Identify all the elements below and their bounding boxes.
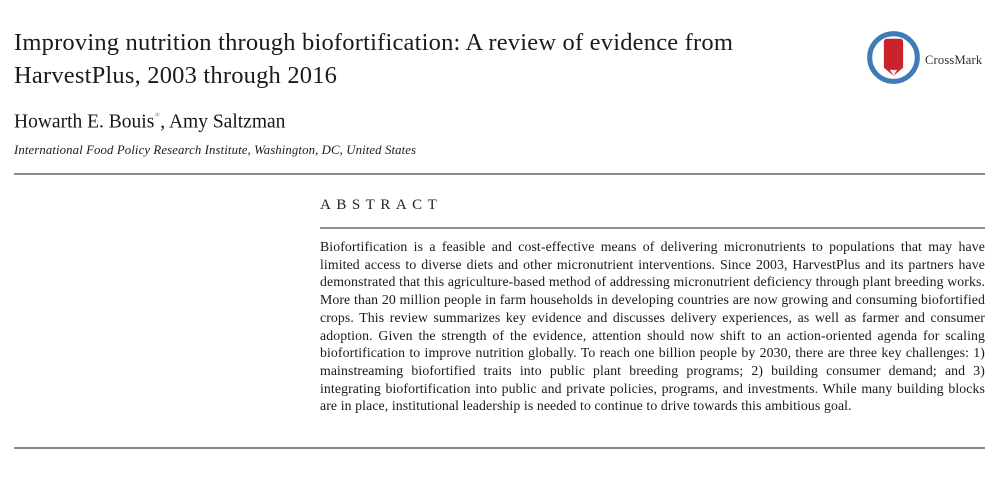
- abstract-text: Biofortification is a feasible and cost-effective means of delivering micronutrients to populations that may have limited access to diverse diets and other micronutrient interventions. Since 2003, HarvestPlus and its partners have demonstrated that this agriculture-based method of addressing micronutrient deficiency through plant breeding works. More than 20 million people in farm households in developing countries are now growing and consuming biofortified crops. This review summarizes key evidence and discusses delivery experiences, as well as farmer and consumer adoption. Given the strength of the evidence, attention should now shift to an action-oriented agenda for scaling biofortification to improve nutrition globally. To reach one billion people by 2030, there are three key challenges: 1) mainstreaming biofortified traits into public plant breeding programs; 2) building consumer demand; and 3) integrating biofortification into public and private policies, programs, and investments. While many building blocks are in place, institutional leadership is needed to continue to drive towards this ambitious goal.: [320, 239, 985, 414]
- crossmark-label: CrossMark: [925, 52, 983, 67]
- abstract-section: [320, 197, 985, 415]
- author-name-2: , Amy Saltzman: [160, 111, 286, 133]
- crossmark-icon: [866, 30, 921, 90]
- top-divider: [14, 173, 985, 175]
- author-list: [14, 103, 285, 136]
- affiliation-line: International Food Policy Research Institute, Washington, DC, United States: [14, 143, 417, 157]
- abstract-heading: ABSTRACT: [320, 197, 443, 213]
- crossmark-badge[interactable]: [866, 30, 982, 90]
- author-name-1: Howarth E. Bouis: [14, 111, 155, 133]
- bottom-divider: [14, 447, 985, 449]
- abstract-heading-divider: [320, 227, 985, 229]
- page-title: [14, 26, 733, 92]
- title-line-2: HarvestPlus, 2003 through 2016: [14, 62, 338, 89]
- title-line-1: Improving nutrition through biofortification: A review of evidence from: [14, 29, 734, 56]
- corresponding-author-marker[interactable]: *: [154, 109, 161, 123]
